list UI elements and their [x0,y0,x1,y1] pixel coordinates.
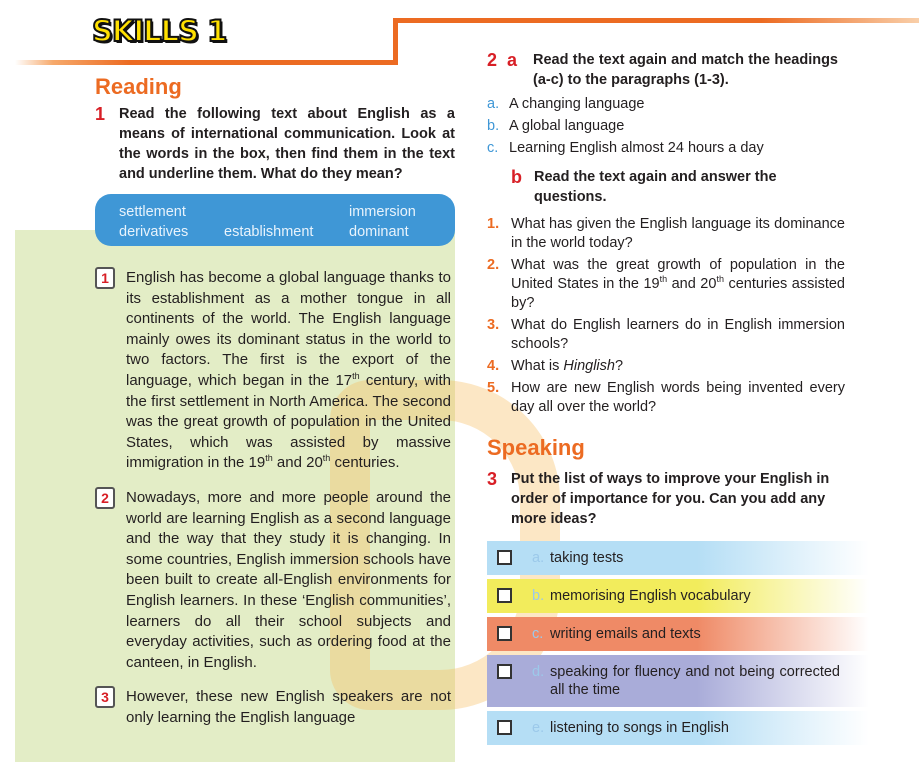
question-number: 3. [487,317,500,333]
exercise-2-number: 2 [487,50,498,70]
option-text: memorising English vocabulary [550,588,751,604]
question-number: 5. [487,380,500,396]
exercise-1 [95,104,457,184]
word: derivatives [119,224,189,240]
exercise-3 [487,469,871,529]
superscript: th [352,370,360,381]
word: immersion [349,204,416,220]
option-text: writing emails and texts [550,626,701,642]
question-1 [487,215,845,253]
option-text: speaking for fluency and not being corrected all the time [550,664,840,698]
option-letter: b. [532,588,545,604]
paragraph-2 [101,488,451,673]
option-text: listening to songs in English [550,720,729,736]
exercise-3-instruction: Put the list of ways to improve your English in order of importance for you. Can you add any more ideas? [511,471,830,527]
reading-column [95,74,457,728]
reading-heading: Reading [95,74,182,99]
superscript: th [265,453,273,464]
checkbox[interactable] [497,626,512,641]
superscript: th [716,274,724,285]
text: centuries assisted by? [511,276,845,311]
checkbox[interactable] [497,664,512,679]
skills-title-logo: SKILLS 1 [92,14,227,48]
text: What is [511,358,564,374]
text: Nowadays, more and more people around the world are learning English as a second language and the way that they study it is changing. In some countries, English immersion schools have been built to create all-English environments for English learners. In these ‘English communities’, learners do all their school subjects and everyday activities, such as ordering food at the canteen, in English. [126,488,451,671]
exercises-column [487,50,871,749]
superscript: th [322,453,331,464]
text: and 20 [272,454,323,472]
checkbox[interactable] [497,720,512,735]
heading-option-c [487,137,871,159]
text: What was the great growth of population in the United States in the 19 [511,257,845,292]
text: What has given the English language its dominance in the world today? [511,216,845,251]
text: centuries. [330,454,400,472]
improvement-option [487,541,869,575]
header-rule-top [393,18,919,23]
exercise-2a [487,50,871,90]
question-2 [487,256,845,313]
text: What do English learners do in English immersion schools? [511,317,845,352]
question-number: 4. [487,358,500,374]
text: However, these new English speakers are not only learning the English language [126,688,451,726]
improvement-option [487,617,869,651]
option-letter: d. [532,664,545,680]
improvement-option [487,655,869,707]
word: establishment [224,224,314,240]
text: ? [614,358,624,374]
paragraph-number: 3 [95,686,115,708]
paragraph-1 [101,268,451,474]
checkbox[interactable] [497,588,512,603]
text: A changing language [509,96,645,112]
letter: a. [487,96,500,112]
question-5 [487,379,845,417]
exercise-1-number: 1 [95,104,106,124]
letter: c. [487,140,499,156]
heading-option-b [487,115,871,137]
questions-list [487,215,871,417]
exercise-1-instruction: Read the following text about English as a means of international communication. Look at the words in the box, then find them in the text and underline them. What do they mean? [119,106,455,182]
checkbox[interactable] [497,550,512,565]
text: A global language [509,118,625,134]
question-3 [487,316,845,354]
option-text: taking tests [550,550,624,566]
paragraph-number: 1 [95,267,115,289]
exercise-2b-label: b [511,167,522,187]
superscript: th [659,274,668,285]
text: English has become a global language thanks to its establishment as a mother tongue in all continents of the world. The English language mainly owes its dominant status in the world to two factors. The first is the export of the language, which began in the 17 [126,269,451,389]
text: How are new English words being invented every day all over the world? [511,380,845,415]
word: dominant [349,224,409,240]
text: Learning English almost 24 hours a day [509,140,764,156]
exercise-3-number: 3 [487,469,498,489]
option-letter: c. [532,626,544,642]
exercise-2a-instruction: Read the text again and match the headings (a-c) to the paragraphs (1-3). [533,52,838,88]
header-rule-step [393,18,398,65]
heading-option-a [487,93,871,115]
text: and 20 [667,276,717,292]
exercise-2a-label: a [507,50,518,70]
question-4 [487,357,845,376]
header-rule [15,60,397,65]
option-letter: a. [532,550,545,566]
letter: b. [487,118,500,134]
text: Hinglish [563,358,615,374]
word-box [95,194,455,246]
question-number: 2. [487,257,500,273]
word: settlement [119,204,186,220]
paragraph-number: 2 [95,487,115,509]
improvement-option [487,579,869,613]
speaking-heading: Speaking [487,435,585,460]
paragraph-3 [101,687,451,728]
options-list [487,541,871,745]
question-number: 1. [487,216,500,232]
exercise-2b [487,167,871,207]
improvement-option [487,711,869,745]
option-letter: e. [532,720,545,736]
exercise-2b-instruction: Read the text again and answer the questions. [534,169,777,205]
text: century, with the first settlement in North America. The second was the great growth of population in the United States, which was assisted by massive immigration in the 19 [126,371,451,472]
